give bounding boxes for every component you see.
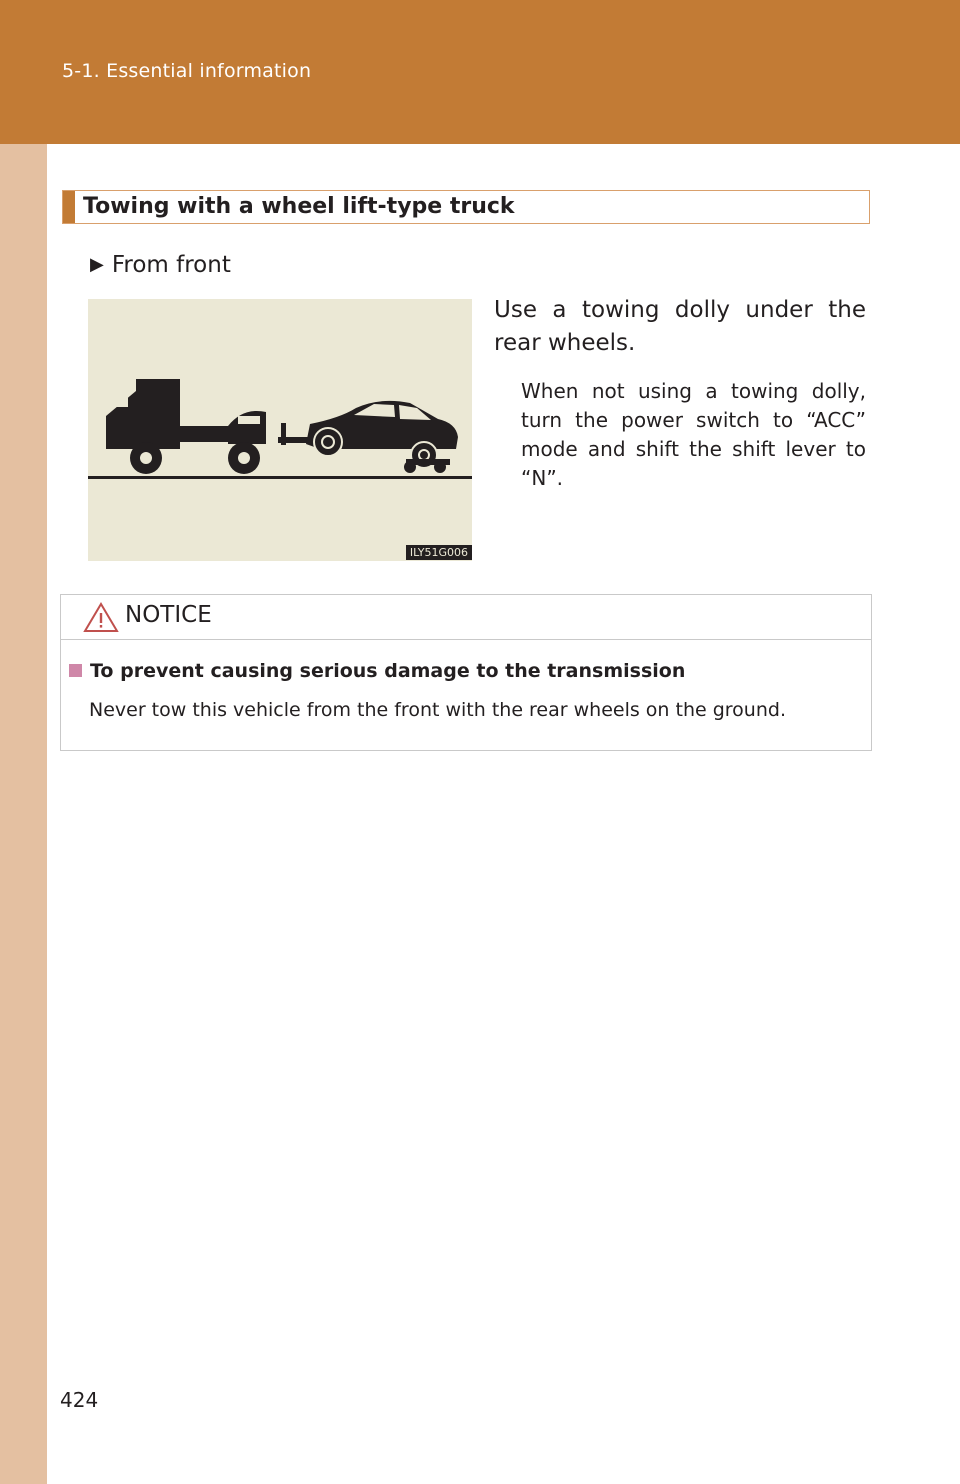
page-header	[0, 0, 960, 144]
notice-body: Never tow this vehicle from the front with the rear wheels on the ground.	[89, 699, 786, 721]
towing-illustration	[88, 299, 472, 561]
title-accent	[63, 191, 75, 223]
figure-code: ILY51G006	[406, 545, 472, 560]
subheading	[90, 252, 231, 278]
tow-truck-car-icon	[88, 299, 472, 561]
section-title-bar	[62, 190, 870, 224]
page-number: 424	[60, 1388, 99, 1412]
triangle-bullet-icon: ▶	[90, 254, 104, 275]
notice-box	[60, 594, 872, 751]
subheading-text: From front	[111, 252, 231, 278]
notice-subheading-text: To prevent causing serious damage to the transmission	[90, 660, 686, 682]
notice-label: NOTICE	[125, 602, 212, 628]
note-text: When not using a towing dolly, turn the power switch to “ACC” mode and shift the shift lever to “N”.	[521, 379, 866, 490]
lead-text: Use a towing dolly under the rear wheels.	[494, 297, 866, 356]
section-label: 5-1. Essential information	[62, 60, 312, 82]
section-title: Towing with a wheel lift-type truck	[83, 194, 515, 219]
warning-triangle-icon	[83, 601, 119, 633]
notice-header	[61, 595, 871, 640]
square-bullet-icon	[69, 664, 82, 677]
notice-subheading	[69, 660, 685, 682]
side-strip	[0, 144, 47, 1484]
